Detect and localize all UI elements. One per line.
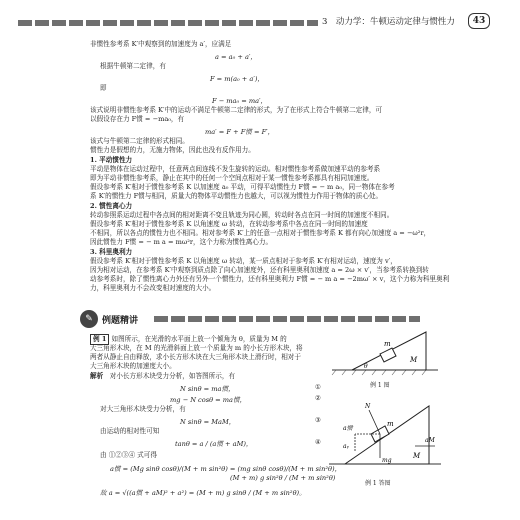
ax-label: a惯 [343, 425, 353, 432]
section-heading: 3. 科里奥利力 [90, 248, 133, 256]
eq-number: ① [315, 383, 321, 391]
equation: N sinθ = MaM， [180, 418, 236, 426]
solution-line: 由运动的相对性可知 [100, 427, 160, 435]
line: 以假设存在力 F惯 = −ma₀，有 [90, 115, 185, 123]
page-number: 43 [468, 13, 490, 29]
header-dash-bar [18, 20, 318, 26]
equation: tanθ = a / (a惯 + aM)， [175, 440, 253, 448]
section-heading: 1. 平动惯性力 [90, 156, 133, 164]
N-label: N [365, 403, 371, 410]
normal-arrow [369, 410, 380, 434]
chapter-title: 3 动力学：牛顿运动定律与惯性力 [322, 17, 455, 27]
example-line: 大三角形木块，在 M 的光滑斜面上放一个质量为 m 的小长方形木块，将 [90, 344, 303, 352]
solution-line: 解析 对小长方形木块受力分析，如答图所示，有 [90, 372, 236, 380]
equation: F = m(a₀ + a′)， [210, 75, 265, 83]
solution-label: 解析 [90, 372, 104, 380]
solution-line: 由 ①②③④ 式可得 [100, 451, 157, 459]
line: 因为相对运动，在参考系 K′中观察到质点除了向心加速度外，还有科里奥利加速度 a = 2ω × v′，当参考系转换到转 [90, 266, 429, 274]
line: 平动是物体在运动过程中，任意两点间连线不发生旋转的运动。相对惯性参考系做加速平动的参考系 [90, 165, 381, 173]
line: 根据牛顿第二定律，有 [100, 62, 166, 70]
line: 假设参考系 K′相对于惯性参考系 K 以角速度 ω 转动，某一质点相对于参考系 K′有相对运动，速度为 v′， [90, 257, 397, 265]
solution-line: 对大三角形木块受力分析，有 [100, 405, 186, 413]
answer-figure [325, 386, 445, 476]
ground-hatch [332, 370, 438, 375]
line: 因此惯性力 F惯 = − m a = mω²r，这个力称为惯性离心力。 [90, 238, 273, 246]
figure-caption: 例 1 答图 [365, 480, 391, 487]
equation: a = a₀ + a′， [215, 53, 257, 61]
M-label: M [413, 452, 421, 460]
example-line: 例 1 如图所示，在光滑的水平面上放一个倾角为 θ，质量为 M 的 [90, 334, 287, 345]
eq-number: ② [315, 394, 321, 402]
equation: N sinθ = ma惯， [180, 385, 235, 393]
page-header [0, 10, 520, 32]
example-line: 两者从静止自由释放，求小长方形木块在大三角形木块上滑行时，相对于 [90, 353, 301, 361]
line: 假设参考系 K′相对于惯性参考系 K 以加速度 a₀ 平动，可得平动惯性力 F惯 = − m a₀，同一物体在参考 [90, 183, 395, 191]
line: 不相同，所以各点的惯性力也不相同。相对参考系 K′上的任意一点相对于惯性参考系 K 都有向心加速度 a = −ω²r， [90, 229, 431, 237]
line: 惯性力是假想的力，无施力物体，因此也没有反作用力。 [90, 146, 255, 154]
equation: F − ma₀ = ma′， [212, 97, 268, 105]
m-label: m [384, 340, 391, 348]
line: 该式与牛顿第二定律的形式相同。 [90, 137, 189, 145]
line: 系 K′的惯性力 F惯与相同，质量大的物体平动惯性力也越大，可以视为惯性力作用于物体的质心处。 [90, 192, 383, 200]
equation: 故 a = √((a惯 + aM)² + a²) = (M + m) g sinθ / (M + m sin²θ)。 [100, 489, 306, 497]
line: 假设参考系 K′相对于惯性参考系 K 以角速度 ω 转动，在转动参考系中各点在同一时间的加速度 [90, 220, 368, 228]
line: 非惯性参考系 K′中观察到的加速度为 a′，应满足 [90, 40, 232, 48]
example-figure [330, 326, 440, 386]
line: 动参考系时，除了惯性离心力外还有另外一个惯性力，还有科里奥利力 F惯 = − m a = −2mω′ × v，这个力称为科里奥利 [90, 275, 450, 283]
line: 即为平动非惯性参考系，静止在其中的任何一个空间点相对于某一惯性参考系都具有相同加速度。 [90, 174, 374, 182]
example-line: 大三角形木块的加速度大小。 [90, 362, 176, 370]
line: 该式说明非惯性参考系 K′中的运动不满足牛顿第二定律的形式，为了在形式上符合牛顿第二定律，可 [90, 106, 383, 114]
banner-label: 例题精讲 [102, 316, 139, 326]
figure-caption: 例 1 图 [370, 382, 390, 389]
equation: (M + m) g sin²θ / (M + m sin²θ) [230, 474, 336, 482]
example-tag: 例 1 [90, 334, 109, 345]
M-label: M [410, 356, 418, 364]
line: 即 [100, 84, 107, 92]
section-heading: 2. 惯性离心力 [90, 202, 133, 210]
line: 转动参照系运动过程中各点间的相对距离不变且轨迹为同心圆，转动时各点在同一时间的加速度不相同。 [90, 211, 394, 219]
mg-label: mg [382, 457, 392, 464]
eq-number: ③ [315, 416, 321, 424]
aM-label: aM [425, 437, 435, 444]
equation: a惯 = (Mg sinθ cosθ)/(M + m sin²θ) = (mg sinθ cosθ)/(M + m sin²θ)， [110, 465, 342, 473]
theta-label: θ [364, 363, 368, 370]
pencil-icon: ✎ [80, 310, 98, 328]
line: 力，科里奥利力不会改变相对速度的大小。 [90, 284, 216, 292]
eq-number: ④ [315, 438, 321, 446]
banner-dash-bar [154, 316, 420, 322]
ay-label: aᵧ [343, 443, 349, 450]
equation: ma′ = F + F惯 = F′， [205, 128, 275, 136]
equation: mg − N cosθ = ma惯， [170, 396, 247, 404]
m-label: m [387, 420, 394, 428]
